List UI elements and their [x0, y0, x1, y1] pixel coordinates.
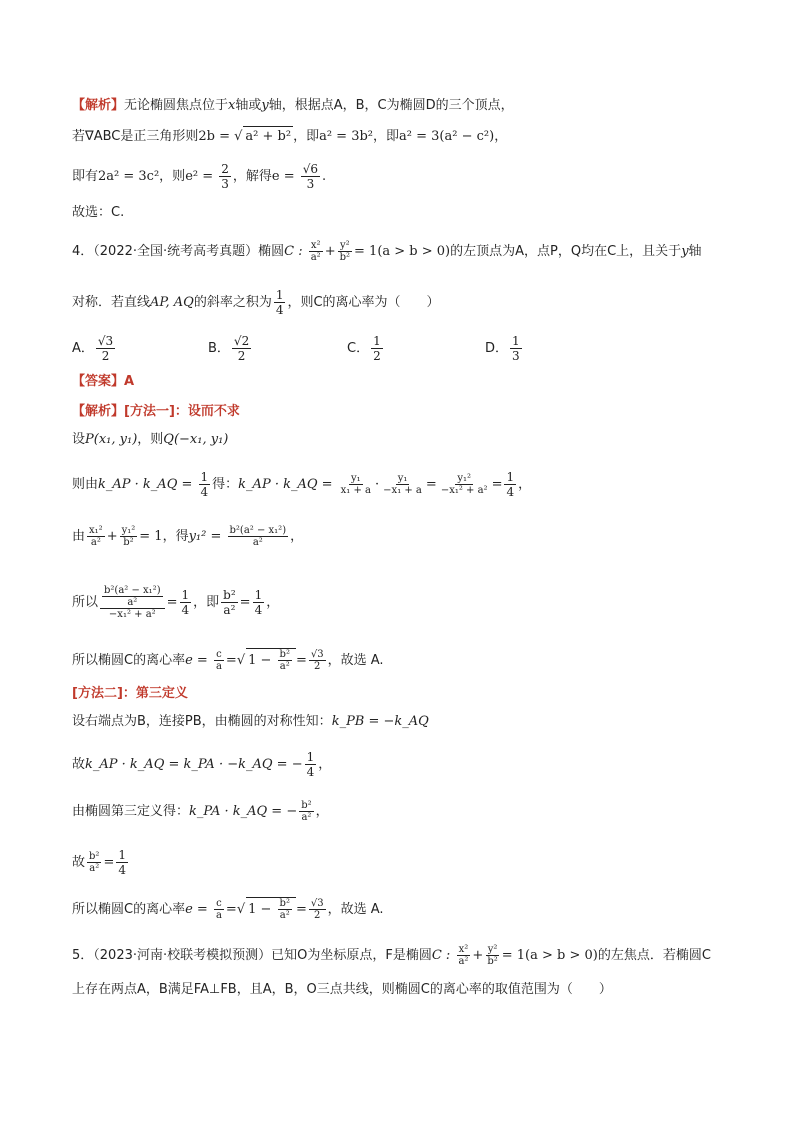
fraction: $\frac{\text{x²}}{\text{a²}}$ — [310, 240, 321, 263]
analysis4-line-2: 则由k_AP · k_AQ = $\frac{1}{4}$ 得：k_AP · k_AQ = $\frac{\text{y₁}}{\text{x₁ + a}}$ · $\frac{\text{y₁}}{\text{−x₁ + a}}$ = $\frac{\text{y₁²}}{\text{−x₁² + a²}}$ = $\frac{1}{4}$ ， — [72, 470, 532, 499]
fraction: $\frac{1}{4}$ — [200, 470, 209, 499]
question-4-line-2: 对称．若直线AP, AQ的斜率之积为 $\frac{1}{4}$ ，则C的离心率为（ ） — [72, 288, 440, 317]
method2-line-5: 所以椭圆C的离心率e = $\frac{c}{a}$ =√ 1 − $\frac{\text{b²}}{\text{a²}}$ = $\frac{√3}{2}$ ，故选 A. — [72, 898, 384, 921]
analysis-line-3: 即有2a² = 3c²，则e² = $\frac{2}{3}$ ，解得e = $\frac{√6}{3}$ . — [72, 162, 327, 191]
method2-line-2: 故k_AP · k_AQ = k_PA · −k_AQ = − $\frac{1}{4}$ ， — [72, 750, 332, 779]
analysis-tag: 【解析】 — [72, 98, 125, 113]
fraction: $\frac{\text{x₁²}}{\text{a²}}$ — [89, 525, 103, 548]
fraction: $\frac{c}{a}$ — [215, 898, 222, 921]
analysis4-line-5: 所以椭圆C的离心率e = $\frac{c}{a}$ =√ 1 − $\frac{\text{b²}}{\text{a²}}$ = $\frac{√3}{2}$ ，故选 A. — [72, 649, 384, 672]
fraction: $\frac{1}{4}$ — [306, 750, 315, 779]
fraction: $\frac{\text{y₁}}{\text{−x₁ + a}}$ — [383, 473, 422, 496]
analysis4-line-1: 设P(x₁, y₁)，则Q(−x₁, y₁) — [72, 432, 229, 447]
analysis4-line-3: 由 $\frac{\text{x₁²}}{\text{a²}}$ + $\frac{\text{y₁²}}{\text{b²}}$ = 1，得y₁² = $\frac{\text{b²(a² − x₁²)}}{\text{a²}}$ ， — [72, 525, 304, 548]
fraction: $\frac{\text{b²}}{\text{a²}}$ — [301, 800, 312, 823]
fraction: $\frac{√3}{2}$ — [97, 334, 114, 363]
fraction: $\frac{\text{b²}}{\text{a²}}$ — [223, 588, 236, 617]
fraction: $\frac{1}{3}$ — [512, 334, 520, 363]
fraction: $\frac{1}{4}$ — [254, 588, 263, 617]
analysis-answer: 故选：C. — [72, 205, 125, 220]
fraction: $\frac{\text{y₁²}}{\text{b²}}$ — [121, 525, 136, 548]
fraction: $\frac{1}{2}$ — [373, 334, 381, 363]
fraction: $\frac{\text{y₁}}{\text{x₁ + a}}$ — [340, 473, 372, 496]
fraction: $\frac{1}{4}$ — [275, 288, 284, 317]
method-2-heading: [方法二]：第三定义 — [72, 686, 188, 701]
fraction: $\frac{√3}{2}$ — [310, 898, 324, 921]
analysis-line-2: 若∇ABC是正三角形则2b = √ a² + b² ，即a² = 3b²，即a² = 3(a² − c²)， — [72, 126, 734, 147]
method2-line-4: 故 $\frac{\text{b²}}{\text{a²}}$ = $\frac{1}{4}$ — [72, 848, 126, 877]
question-4-line-1: 4．（2022·全国·统考高考真题）椭圆C : $\frac{\text{x²}}{\text{a²}}$ + $\frac{\text{y²}}{\text{b²}}$ = 1(a > b > 0)的左顶点为A，点P，Q均在C上，且关于y轴 — [72, 240, 702, 263]
fraction: $\frac{\text{y²}}{\text{b²}}$ — [487, 944, 498, 967]
fraction: $\frac{√2}{2}$ — [233, 334, 250, 363]
method-1-heading: 【解析】[方法一]：设而不求 — [72, 404, 240, 419]
fraction: $\frac{√3}{2}$ — [310, 649, 324, 672]
compound-fraction: $\frac{\frac{\text{b²(a² − x₁²)}}{\text{a²}}}{\text{−x₁² + a²}}$ — [100, 585, 165, 620]
fraction: $\frac{\text{x²}}{\text{a²}}$ — [458, 944, 469, 967]
choice-b[interactable]: B． $\frac{√2}{2}$ — [208, 334, 250, 363]
choice-d[interactable]: D． $\frac{1}{3}$ — [485, 334, 520, 363]
fraction: $\frac{√6}{3}$ — [302, 162, 319, 191]
fraction: $\frac{\text{y₁²}}{\text{−x₁² + a²}}$ — [440, 473, 488, 496]
fraction: $\frac{\text{b²}}{\text{a²}}$ — [279, 649, 290, 672]
fraction: $\frac{1}{4}$ — [506, 470, 515, 499]
answer-tag: 【答案】A — [72, 374, 135, 389]
fraction: $\frac{\text{b²(a² − x₁²)}}{\text{a²}}$ — [229, 525, 287, 548]
choice-c[interactable]: C． $\frac{1}{2}$ — [347, 334, 381, 363]
analysis4-line-4: 所以 $\frac{\frac{\text{b²(a² − x₁²)}}{\text{a²}}}{\text{−x₁² + a²}}$ = $\frac{1}{4}$ ，即 $\frac{\text{b²}}{\text{a²}}$ = $\frac{1}{4}$ ， — [72, 585, 280, 620]
fraction: $\frac{\text{b²}}{\text{a²}}$ — [89, 851, 100, 874]
method2-line-3: 由椭圆第三定义得：k_PA · k_AQ = − $\frac{\text{b²}}{\text{a²}}$ ， — [72, 800, 329, 823]
fraction: $\frac{c}{a}$ — [215, 649, 222, 672]
fraction: $\frac{\text{b²}}{\text{a²}}$ — [279, 898, 290, 921]
fraction: $\frac{2}{3}$ — [221, 162, 229, 191]
choice-a[interactable]: A． $\frac{√3}{2}$ — [72, 334, 114, 363]
question-5-line-2: 上存在两点A，B满足FA⊥FB，且A，B，O三点共线，则椭圆C的离心率的取值范围为（ ） — [72, 982, 612, 997]
fraction: $\frac{1}{4}$ — [118, 848, 126, 877]
method2-line-1: 设右端点为B，连接PB，由椭圆的对称性知：k_PB = −k_AQ — [72, 714, 429, 729]
analysis-line-1: 【解析】无论椭圆焦点位于x轴或y轴，根据点A，B，C为椭圆D的三个顶点， — [72, 98, 514, 113]
fraction: $\frac{\text{y²}}{\text{b²}}$ — [339, 240, 351, 263]
question-5-line-1: 5．（2023·河南·校联考模拟预测）已知O为坐标原点，F是椭圆C : $\frac{\text{x²}}{\text{a²}}$ + $\frac{\text{y²}}{\text{b²}}$ = 1(a > b > 0)的左焦点．若椭圆C — [72, 944, 711, 967]
fraction: $\frac{1}{4}$ — [181, 588, 190, 617]
